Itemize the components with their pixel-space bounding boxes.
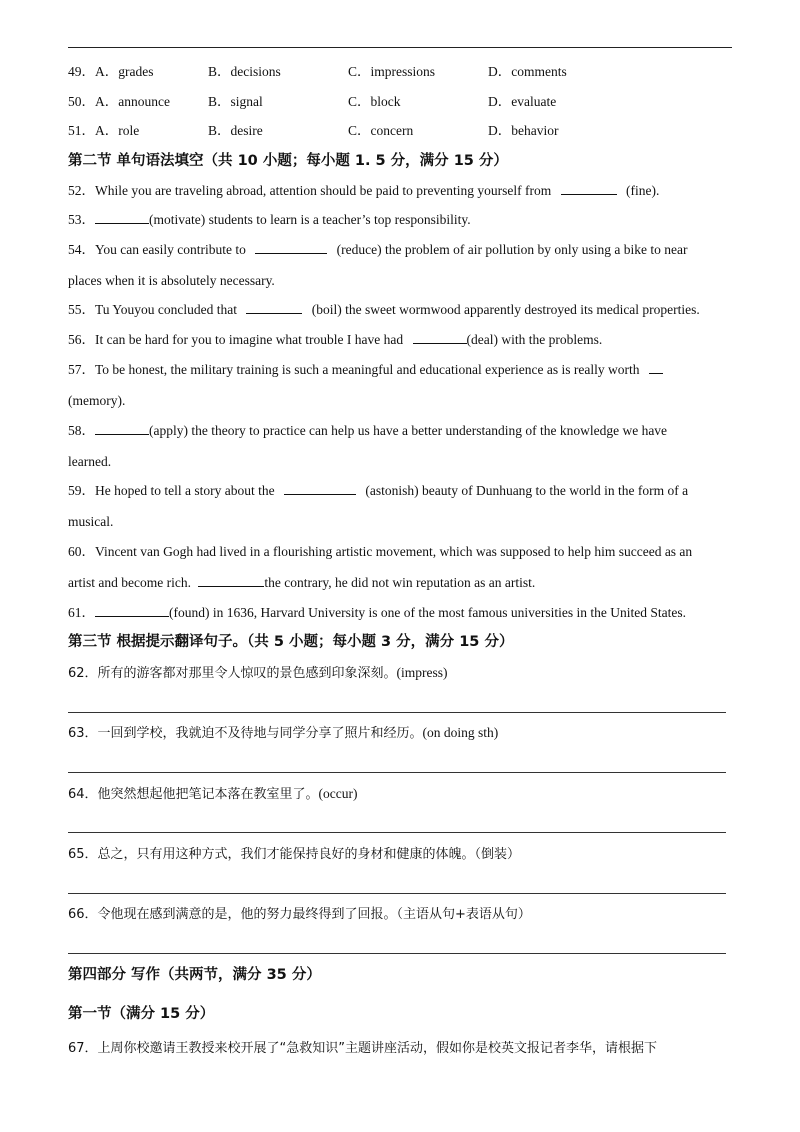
question-number: 61．	[68, 605, 95, 620]
question-text-cont: the contrary, he did not win reputation as an artist.	[264, 575, 536, 590]
answer-blank[interactable]	[255, 241, 327, 254]
question-59	[68, 482, 688, 500]
question-text: artist and become rich.	[68, 575, 191, 590]
option-c: C．impressions	[348, 64, 436, 79]
question-text: 52．While you are traveling abroad, attention should be paid to preventing yourself from	[68, 183, 552, 198]
option-b: B．desire	[208, 123, 263, 138]
question-hint: (impress)	[396, 665, 448, 680]
option-d: D．evaluate	[488, 94, 557, 109]
section-3-heading: 第三节 根据提示翻译句子。（共 5 小题；每小题 3 分，满分 15 分）	[68, 634, 514, 650]
question-57	[68, 361, 663, 379]
question-text: 64．他突然想起他把笔记本落在教室里了。	[68, 787, 319, 802]
option-a: 50．A．announce	[68, 94, 170, 109]
question-54-line2: places when it is absolutely necessary.	[68, 273, 275, 288]
question-58	[68, 422, 667, 440]
answer-blank[interactable]	[95, 604, 169, 617]
option-d: D．comments	[488, 64, 567, 79]
question-text-cont: (deal) with the problems.	[466, 332, 603, 347]
question-text: (found) in 1636, Harvard University is one of the most famous universities in the United States.	[169, 605, 687, 620]
answer-blank[interactable]	[95, 422, 149, 435]
option-a: 51．A．role	[68, 123, 140, 138]
option-c: C．concern	[348, 123, 414, 138]
top-rule	[68, 47, 732, 48]
answer-line-65[interactable]	[68, 893, 726, 894]
question-number: 53．	[68, 212, 95, 227]
question-hint: (on doing sth)	[422, 725, 499, 740]
question-66: 66．令他现在感到满意的是，他的努力最终得到了回报。（主语从句+表语从句）	[68, 907, 531, 922]
question-60-line2	[68, 574, 535, 592]
question-61	[68, 604, 686, 622]
question-text: (motivate) students to learn is a teacher’s top responsibility.	[149, 212, 471, 227]
question-52	[68, 182, 659, 200]
option-c: C．block	[348, 94, 401, 109]
question-59-line2: musical.	[68, 514, 114, 529]
question-58-line2: learned.	[68, 454, 112, 469]
question-hint: (fine).	[626, 183, 660, 198]
answer-blank[interactable]	[246, 301, 302, 314]
question-57-line2: (memory).	[68, 393, 126, 408]
question-text-cont: (boil) the sweet wormwood apparently destroyed its medical properties.	[311, 302, 700, 317]
question-text: 59．He hoped to tell a story about the	[68, 483, 275, 498]
question-67: 67．上周你校邀请王教授来校开展了“急救知识”主题讲座活动，假如你是校英文报记者李华，请根据下	[68, 1041, 658, 1056]
answer-blank[interactable]	[95, 211, 149, 224]
question-text: 62．所有的游客都对那里令人惊叹的景色感到印象深刻。	[68, 666, 397, 681]
question-55	[68, 301, 700, 319]
answer-blank[interactable]	[413, 331, 467, 344]
question-text: 63．一回到学校，我就迫不及待地与同学分享了照片和经历。	[68, 726, 423, 741]
question-62	[68, 664, 448, 683]
question-56	[68, 331, 602, 349]
answer-line-66[interactable]	[68, 953, 726, 954]
question-64	[68, 785, 358, 804]
option-d: D．behavior	[488, 123, 559, 138]
question-hint: (occur)	[318, 786, 358, 801]
question-53	[68, 211, 471, 229]
question-text: 57．To be honest, the military training is such a meaningful and educational experience as is really worth	[68, 362, 640, 377]
section-4-1-heading: 第一节（满分 15 分）	[68, 1006, 215, 1022]
answer-blank[interactable]	[284, 482, 356, 495]
question-54	[68, 241, 688, 259]
answer-line-63[interactable]	[68, 772, 726, 773]
answer-blank[interactable]	[561, 182, 617, 195]
question-60: 60．Vincent van Gogh had lived in a flourishing artistic movement, which was supposed to help him succeed as an	[68, 544, 693, 559]
answer-blank[interactable]	[649, 361, 663, 374]
question-63	[68, 724, 498, 743]
question-text: 55．Tu Youyou concluded that	[68, 302, 238, 317]
answer-blank[interactable]	[198, 574, 264, 587]
option-b: B．signal	[208, 94, 263, 109]
option-b: B．decisions	[208, 64, 281, 79]
question-65: 65．总之，只有用这种方式，我们才能保持良好的身材和健康的体魄。（倒装）	[68, 847, 521, 862]
answer-line-64[interactable]	[68, 832, 726, 833]
question-number: 58．	[68, 423, 95, 438]
question-text: (apply) the theory to practice can help us have a better understanding of the knowledge we have	[149, 423, 668, 438]
question-text-cont: (astonish) beauty of Dunhuang to the world in the form of a	[365, 483, 689, 498]
question-text: 54．You can easily contribute to	[68, 242, 246, 257]
option-a: 49．A．grades	[68, 64, 154, 79]
answer-line-62[interactable]	[68, 712, 726, 713]
question-text: 56．It can be hard for you to imagine what trouble I have had	[68, 332, 404, 347]
part-4-heading: 第四部分 写作（共两节，满分 35 分）	[68, 967, 321, 983]
section-2-heading: 第二节 单句语法填空（共 10 小题；每小题 1. 5 分，满分 15 分）	[68, 153, 508, 169]
question-text-cont: (reduce) the problem of air pollution by only using a bike to near	[336, 242, 688, 257]
